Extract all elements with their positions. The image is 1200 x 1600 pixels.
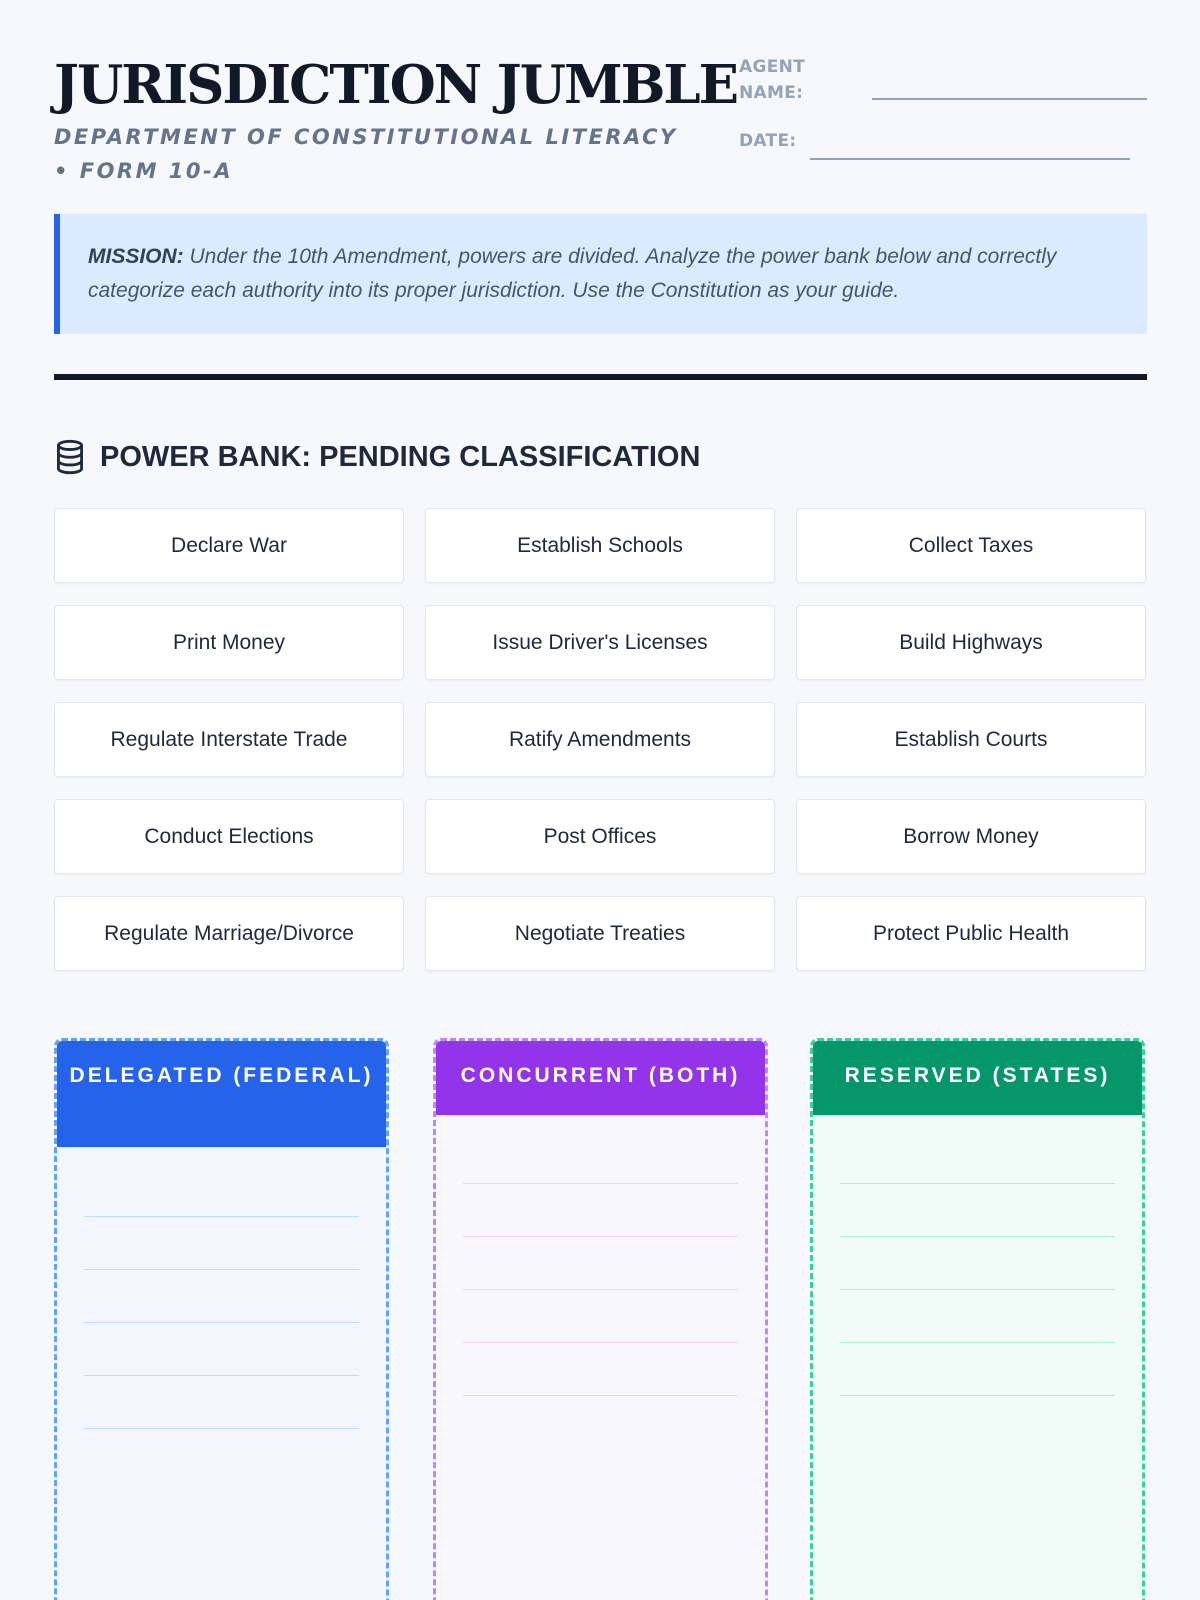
reserved-states-dropzone[interactable]: [810, 1038, 1145, 1600]
column-header-delegated: DELEGATED (FEDERAL): [57, 1041, 386, 1147]
answer-line: [463, 1236, 738, 1237]
power-card[interactable]: Establish Courts: [796, 702, 1146, 777]
power-card[interactable]: Borrow Money: [796, 799, 1146, 874]
power-card[interactable]: Post Offices: [425, 799, 775, 874]
power-card[interactable]: Build Highways: [796, 605, 1146, 680]
worksheet: [54, 0, 1147, 1600]
mission-text: Under the 10th Amendment, powers are divided. Analyze the power bank below and correctly categorize each authority into its proper jurisdiction. Use the Constitution as your guide.: [88, 245, 1057, 302]
power-card[interactable]: Protect Public Health: [796, 896, 1146, 971]
answer-line: [84, 1428, 359, 1429]
answer-line: [463, 1289, 738, 1290]
power-card[interactable]: Collect Taxes: [796, 508, 1146, 583]
section-divider: [54, 374, 1147, 380]
delegated-federal-dropzone[interactable]: [54, 1038, 389, 1600]
mission-box: [54, 214, 1147, 334]
answer-line: [840, 1236, 1115, 1237]
answer-line: [84, 1322, 359, 1323]
answer-line: [84, 1269, 359, 1270]
answer-line: [840, 1395, 1115, 1396]
agent-name-label: AGENT NAME:: [739, 57, 806, 103]
answer-line: [463, 1342, 738, 1343]
column-header-concurrent: CONCURRENT (BOTH): [436, 1041, 765, 1115]
answer-line: [84, 1375, 359, 1376]
concurrent-both-dropzone[interactable]: [433, 1038, 768, 1600]
power-card[interactable]: Negotiate Treaties: [425, 896, 775, 971]
power-card[interactable]: Regulate Marriage/Divorce: [54, 896, 404, 971]
answer-line: [463, 1183, 738, 1184]
answer-line: [84, 1216, 359, 1217]
power-card[interactable]: Declare War: [54, 508, 404, 583]
column-header-reserved: RESERVED (STATES): [813, 1041, 1142, 1115]
answer-line: [840, 1342, 1115, 1343]
date-field[interactable]: [810, 158, 1130, 160]
power-card[interactable]: Print Money: [54, 605, 404, 680]
answer-line: [840, 1183, 1115, 1184]
page-subtitle: DEPARTMENT OF CONSTITUTIONAL LITERACY • FORM 10-A: [54, 125, 678, 183]
power-card[interactable]: Issue Driver's Licenses: [425, 605, 775, 680]
power-bank-header: [54, 437, 700, 477]
date-label: DATE:: [739, 131, 797, 151]
database-icon: [54, 439, 86, 475]
power-card[interactable]: Regulate Interstate Trade: [54, 702, 404, 777]
power-bank-title: POWER BANK: PENDING CLASSIFICATION: [100, 440, 701, 473]
power-card[interactable]: Conduct Elections: [54, 799, 404, 874]
agent-name-field[interactable]: [872, 98, 1147, 100]
answer-line: [840, 1289, 1115, 1290]
answer-line: [463, 1395, 738, 1396]
mission-label: MISSION:: [88, 245, 184, 268]
power-card[interactable]: Ratify Amendments: [425, 702, 775, 777]
power-card[interactable]: Establish Schools: [425, 508, 775, 583]
page-title: JURISDICTION JUMBLE: [54, 54, 738, 116]
